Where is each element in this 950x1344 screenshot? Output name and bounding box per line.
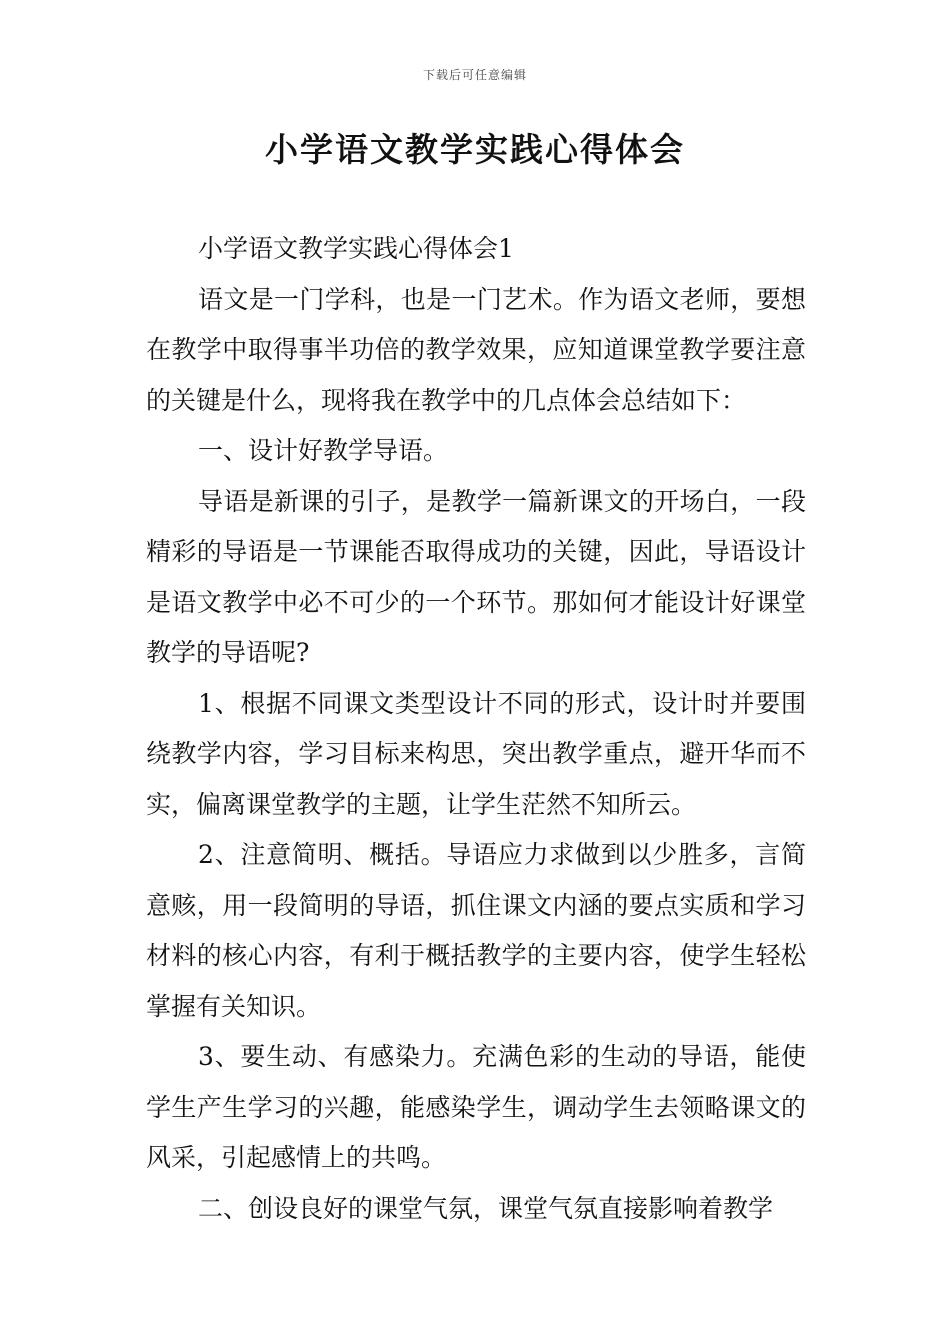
paragraph-item-1: 1、根据不同课文类型设计不同的形式，设计时并要围绕教学内容，学习目标来构思，突出教学重点，避开华而不实，偏离课堂教学的主题，让学生茫然不知所云。 [146, 688, 806, 819]
page-header-note: 下载后可任意编辑 [422, 68, 527, 82]
paragraph-item-2: 2、注意简明、概括。导语应力求做到以少胜多，言简意赅，用一段简明的导语，抓住课文内涵的要点实质和学习材料的核心内容，有利于概括教学的主要内容，使学生轻松掌握有关知识。 [146, 840, 806, 1021]
paragraph-intro: 语文是一门学科，也是一门艺术。作为语文老师，要想在教学中取得事半功倍的教学效果，应知道课堂教学要注意的关键是什么，现将我在教学中的几点体会总结如下： [146, 284, 806, 415]
paragraph-item-3: 3、要生动、有感染力。充满色彩的生动的导语，能使学生产生学习的兴趣，能感染学生，调动学生去领略课文的风采，引起感情上的共鸣。 [146, 1042, 806, 1172]
section-heading-1: 小学语文教学实践心得体会1 [198, 234, 514, 263]
point-heading-two: 二、创设良好的课堂气氛，课堂气氛直接影响着教学 [198, 1193, 774, 1223]
document-title: 小学语文教学实践心得体会 [265, 130, 685, 169]
point-heading-one: 一、设计好教学导语。 [198, 436, 449, 465]
paragraph-guide-intro: 导语是新课的引子，是教学一篇新课文的开场白，一段精彩的导语是一节课能否取得成功的关键，因此，导语设计是语文教学中必不可少的一个环节。那如何才能设计好课堂教学的导语呢? [146, 486, 806, 667]
document-body [146, 224, 806, 1234]
